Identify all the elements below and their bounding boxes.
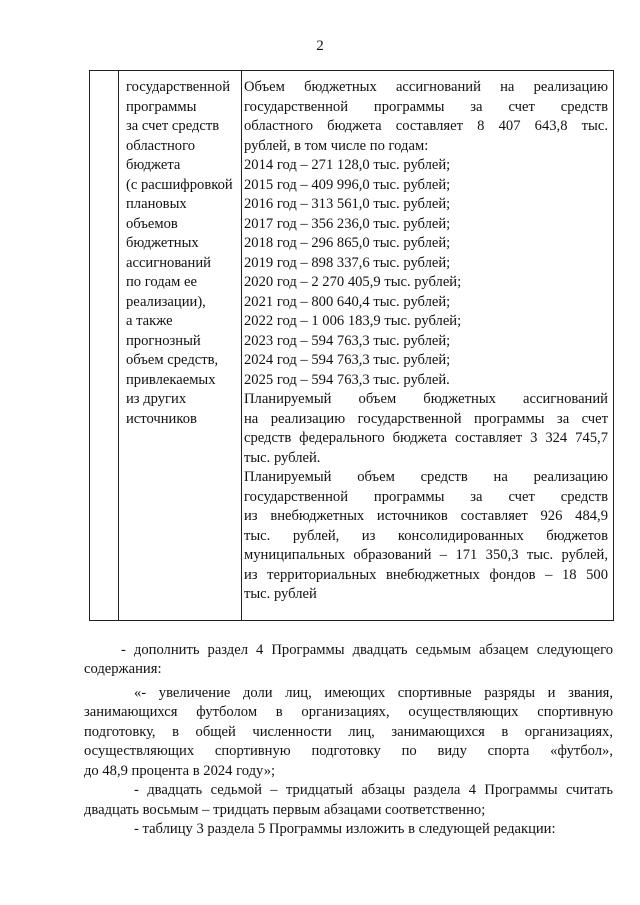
body-paragraph-line: - двадцать седьмой – тридцатый абзацы раздела 4 Программы считать <box>134 782 613 798</box>
content-line: областного бюджета составляет 8 407 643,8 тыс. <box>244 118 608 134</box>
content-line: государственной программы за счет средств <box>244 489 608 505</box>
content-line: 2017 год – 356 236,0 тыс. рублей; <box>244 216 451 232</box>
label-line: государственной <box>126 79 231 95</box>
content-line: на реализацию государственной программы за счет <box>244 411 608 427</box>
content-line: 2023 год – 594 763,3 тыс. рублей; <box>244 333 451 349</box>
content-line: Объем бюджетных ассигнований на реализацию <box>244 79 608 95</box>
content-line: 2014 год – 271 128,0 тыс. рублей; <box>244 157 451 173</box>
table-content-cell <box>242 71 613 620</box>
label-line: а также <box>126 313 173 329</box>
label-line: привлекаемых <box>126 372 216 388</box>
body-paragraph-line: - таблицу 3 раздела 5 Программы изложить в следующей редакции: <box>134 821 556 837</box>
content-line: средств федерального бюджета составляет 3 324 745,7 <box>244 430 608 446</box>
label-line: бюджета <box>126 157 181 173</box>
content-line: Планируемый объем бюджетных ассигнований <box>244 391 608 407</box>
page-number: 2 <box>316 38 324 54</box>
content-line: 2019 год – 898 337,6 тыс. рублей; <box>244 255 451 271</box>
label-line: из других <box>126 391 187 407</box>
label-line: реализации), <box>126 294 206 310</box>
label-line: (с расшифровкой <box>126 177 233 193</box>
body-paragraph-line: занимающихся футболом в организациях, осуществляющих спортивную <box>84 704 613 720</box>
passport-table <box>89 70 614 621</box>
content-line: Планируемый объем средств на реализацию <box>244 469 608 485</box>
body-paragraph-line: двадцать восьмым – тридцать первым абзацами соответственно; <box>84 802 486 818</box>
label-line: прогнозный <box>126 333 201 349</box>
content-line: тыс. рублей, из консолидированных бюджетов <box>244 528 608 544</box>
content-line: 2015 год – 409 996,0 тыс. рублей; <box>244 177 451 193</box>
content-line: 2021 год – 800 640,4 тыс. рублей; <box>244 294 451 310</box>
label-line: плановых <box>126 196 187 212</box>
content-line: 2025 год – 594 763,3 тыс. рублей. <box>244 372 450 388</box>
content-line: государственной программы за счет средств <box>244 99 608 115</box>
label-line: объем средств, <box>126 352 219 368</box>
label-line: программы <box>126 99 197 115</box>
label-line: за счет средств <box>126 118 220 134</box>
content-line: из территориальных внебюджетных фондов – 18 500 <box>244 567 608 583</box>
content-line: из внебюджетных источников составляет 926 484,9 <box>244 508 608 524</box>
body-paragraph-line: осуществляющих спортивную подготовку по виду спорта «футбол», <box>84 743 613 759</box>
content-line: тыс. рублей <box>244 586 317 602</box>
label-line: источников <box>126 411 197 427</box>
content-line: 2024 год – 594 763,3 тыс. рублей; <box>244 352 451 368</box>
label-line: областного <box>126 138 195 154</box>
body-paragraph-line: содержания: <box>84 661 162 677</box>
label-line: ассигнований <box>126 255 211 271</box>
content-line: 2020 год – 2 270 405,9 тыс. рублей; <box>244 274 462 290</box>
body-paragraph-line: подготовку, в общей численности лиц, занимающихся в организациях, <box>84 724 613 740</box>
content-line: муниципальных образований – 171 350,3 тыс. рублей, <box>244 547 608 563</box>
label-line: по годам ее <box>126 274 197 290</box>
content-line: 2022 год – 1 006 183,9 тыс. рублей; <box>244 313 462 329</box>
table-empty-column <box>90 71 119 620</box>
content-line: 2016 год – 313 561,0 тыс. рублей; <box>244 196 451 212</box>
body-paragraph-line: до 48,9 процента в 2024 году»; <box>84 763 276 779</box>
body-paragraph-line: «- увеличение доли лиц, имеющих спортивные разряды и звания, <box>134 685 613 701</box>
label-line: объемов <box>126 216 178 232</box>
body-paragraph-line: - дополнить раздел 4 Программы двадцать седьмым абзацем следующего <box>121 642 613 658</box>
content-line: рублей, в том числе по годам: <box>244 138 429 154</box>
label-line: бюджетных <box>126 235 199 251</box>
content-line: тыс. рублей. <box>244 450 321 466</box>
content-line: 2018 год – 296 865,0 тыс. рублей; <box>244 235 451 251</box>
table-label-cell <box>119 71 242 620</box>
